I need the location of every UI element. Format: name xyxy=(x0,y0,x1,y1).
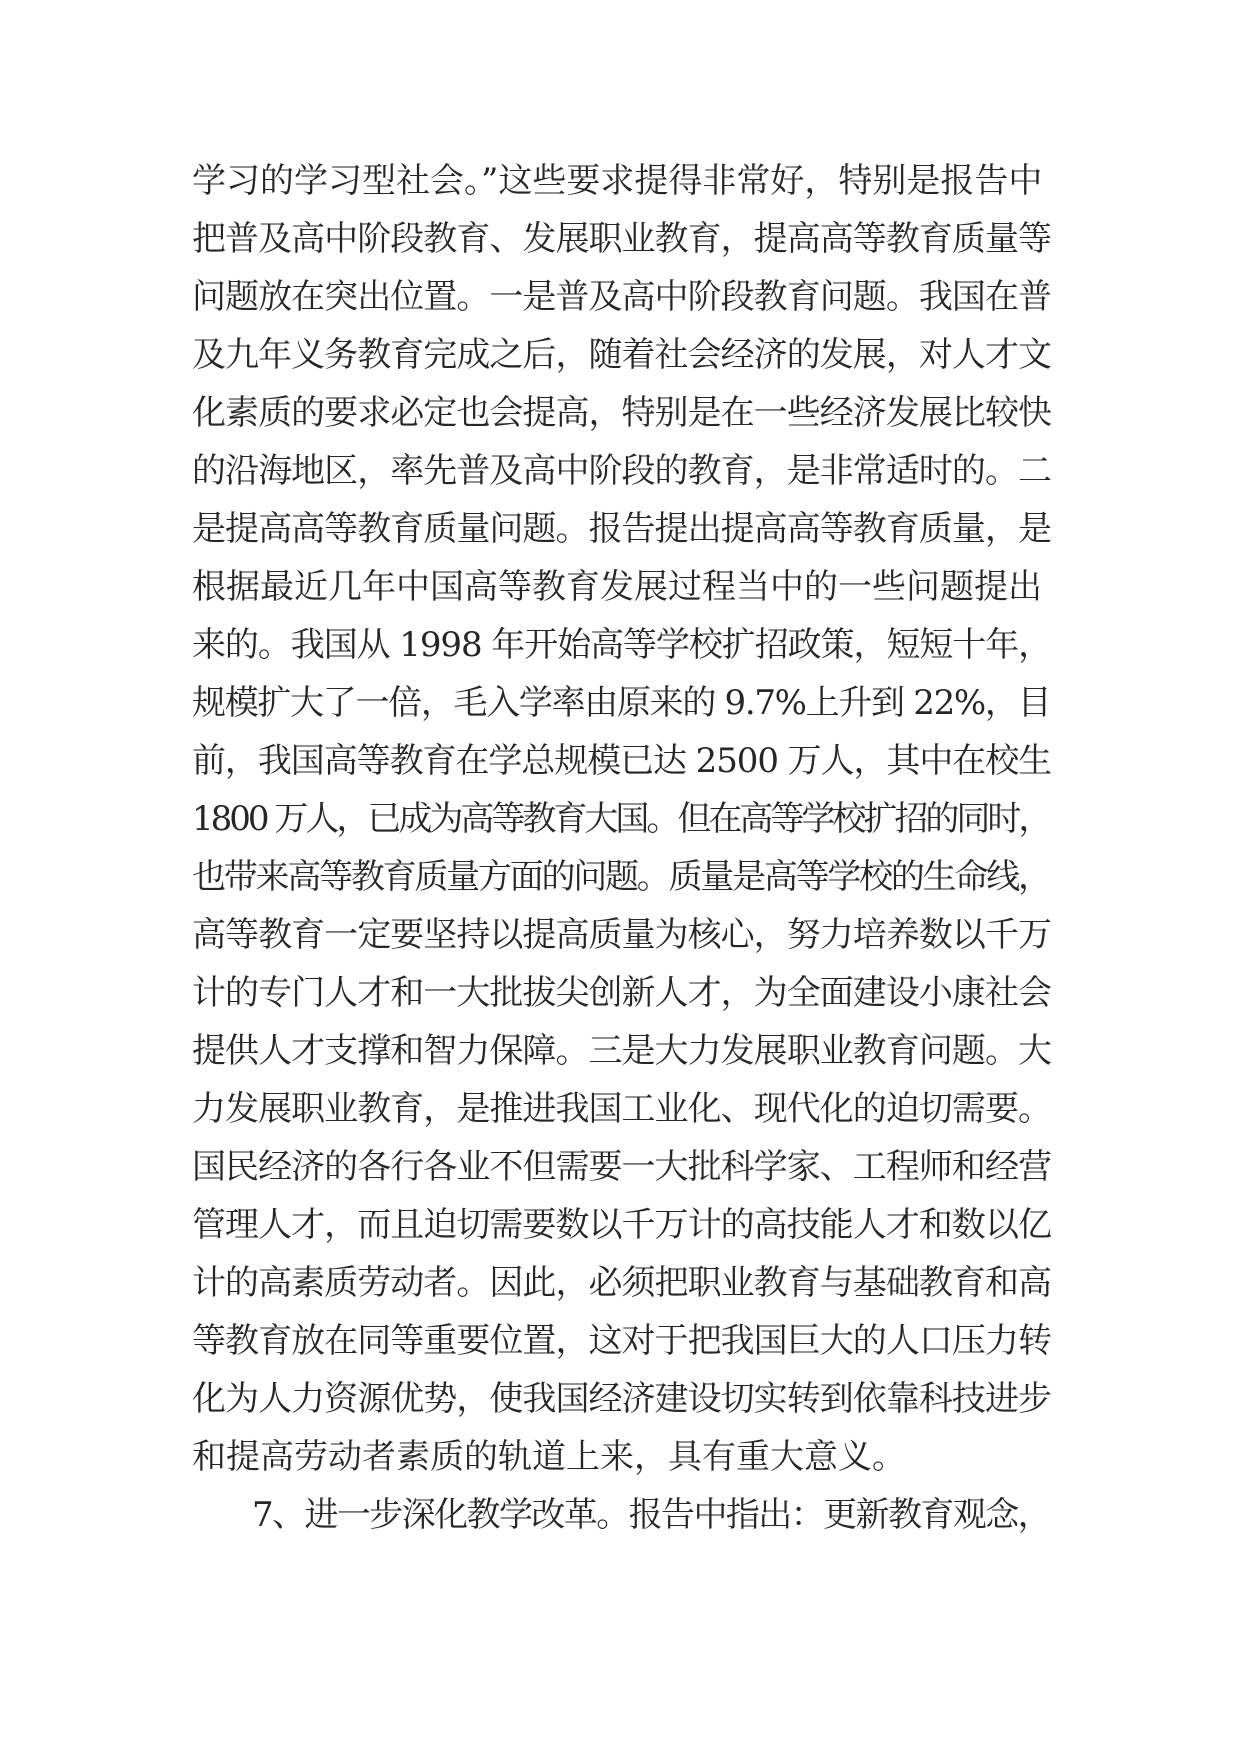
text-line-12: 1800 万人，已成为高等教育大国。但在高等学校扩招的同时， xyxy=(192,799,1050,839)
text-line-10: 规模扩大了一倍，毛入学率由原来的 9.7%上升到 22%，目 xyxy=(192,683,1051,723)
text-line-9: 来的。我国从 1998 年开始高等学校扩招政策，短短十年， xyxy=(192,625,1052,665)
text-line-22: 化为人力资源优势，使我国经济建设切实转到依靠科技进步 xyxy=(192,1379,1052,1419)
text-line-13: 也带来高等教育质量方面的问题。质量是高等学校的生命线， xyxy=(192,857,1050,897)
text-line-17: 力发展职业教育，是推进我国工业化、现代化的迫切需要。 xyxy=(192,1089,1052,1129)
text-line-1: 学习的学习型社会。”这些要求提得非常好，特别是报告中 xyxy=(192,161,1043,201)
text-line-3: 问题放在突出位置。一是普及高中阶段教育问题。我国在普 xyxy=(192,277,1052,317)
text-line-20: 计的高素质劳动者。因此，必须把职业教育与基础教育和高 xyxy=(192,1263,1052,1303)
text-line-24: 7、进一步深化教学改革。报告中指出：更新教育观念， xyxy=(252,1495,1051,1535)
text-line-21: 等教育放在同等重要位置，这对于把我国巨大的人口压力转 xyxy=(192,1321,1052,1361)
text-line-5: 化素质的要求必定也会提高，特别是在一些经济发展比较快 xyxy=(192,393,1052,433)
text-line-14: 高等教育一定要坚持以提高质量为核心，努力培养数以千万 xyxy=(192,915,1052,955)
text-line-11: 前，我国高等教育在学总规模已达 2500 万人，其中在校生 xyxy=(192,741,1052,781)
text-line-23: 和提高劳动者素质的轨道上来，具有重大意义。 xyxy=(192,1437,906,1477)
text-line-7: 是提高高等教育质量问题。报告提出提高高等教育质量，是 xyxy=(192,509,1052,549)
text-line-15: 计的专门人才和一大批拔尖创新人才，为全面建设小康社会 xyxy=(192,973,1052,1013)
text-line-4: 及九年义务教育完成之后，随着社会经济的发展，对人才文 xyxy=(192,335,1052,375)
text-line-6: 的沿海地区，率先普及高中阶段的教育，是非常适时的。二 xyxy=(192,451,1052,491)
text-line-18: 国民经济的各行各业不但需要一大批科学家、工程师和经营 xyxy=(192,1147,1052,1187)
text-line-2: 把普及高中阶段教育、发展职业教育，提高高等教育质量等 xyxy=(192,219,1052,259)
text-line-8: 根据最近几年中国高等教育发展过程当中的一些问题提出 xyxy=(192,567,1042,607)
text-line-16: 提供人才支撑和智力保障。三是大力发展职业教育问题。大 xyxy=(192,1031,1052,1071)
text-line-19: 管理人才，而且迫切需要数以千万计的高技能人才和数以亿 xyxy=(192,1205,1052,1245)
